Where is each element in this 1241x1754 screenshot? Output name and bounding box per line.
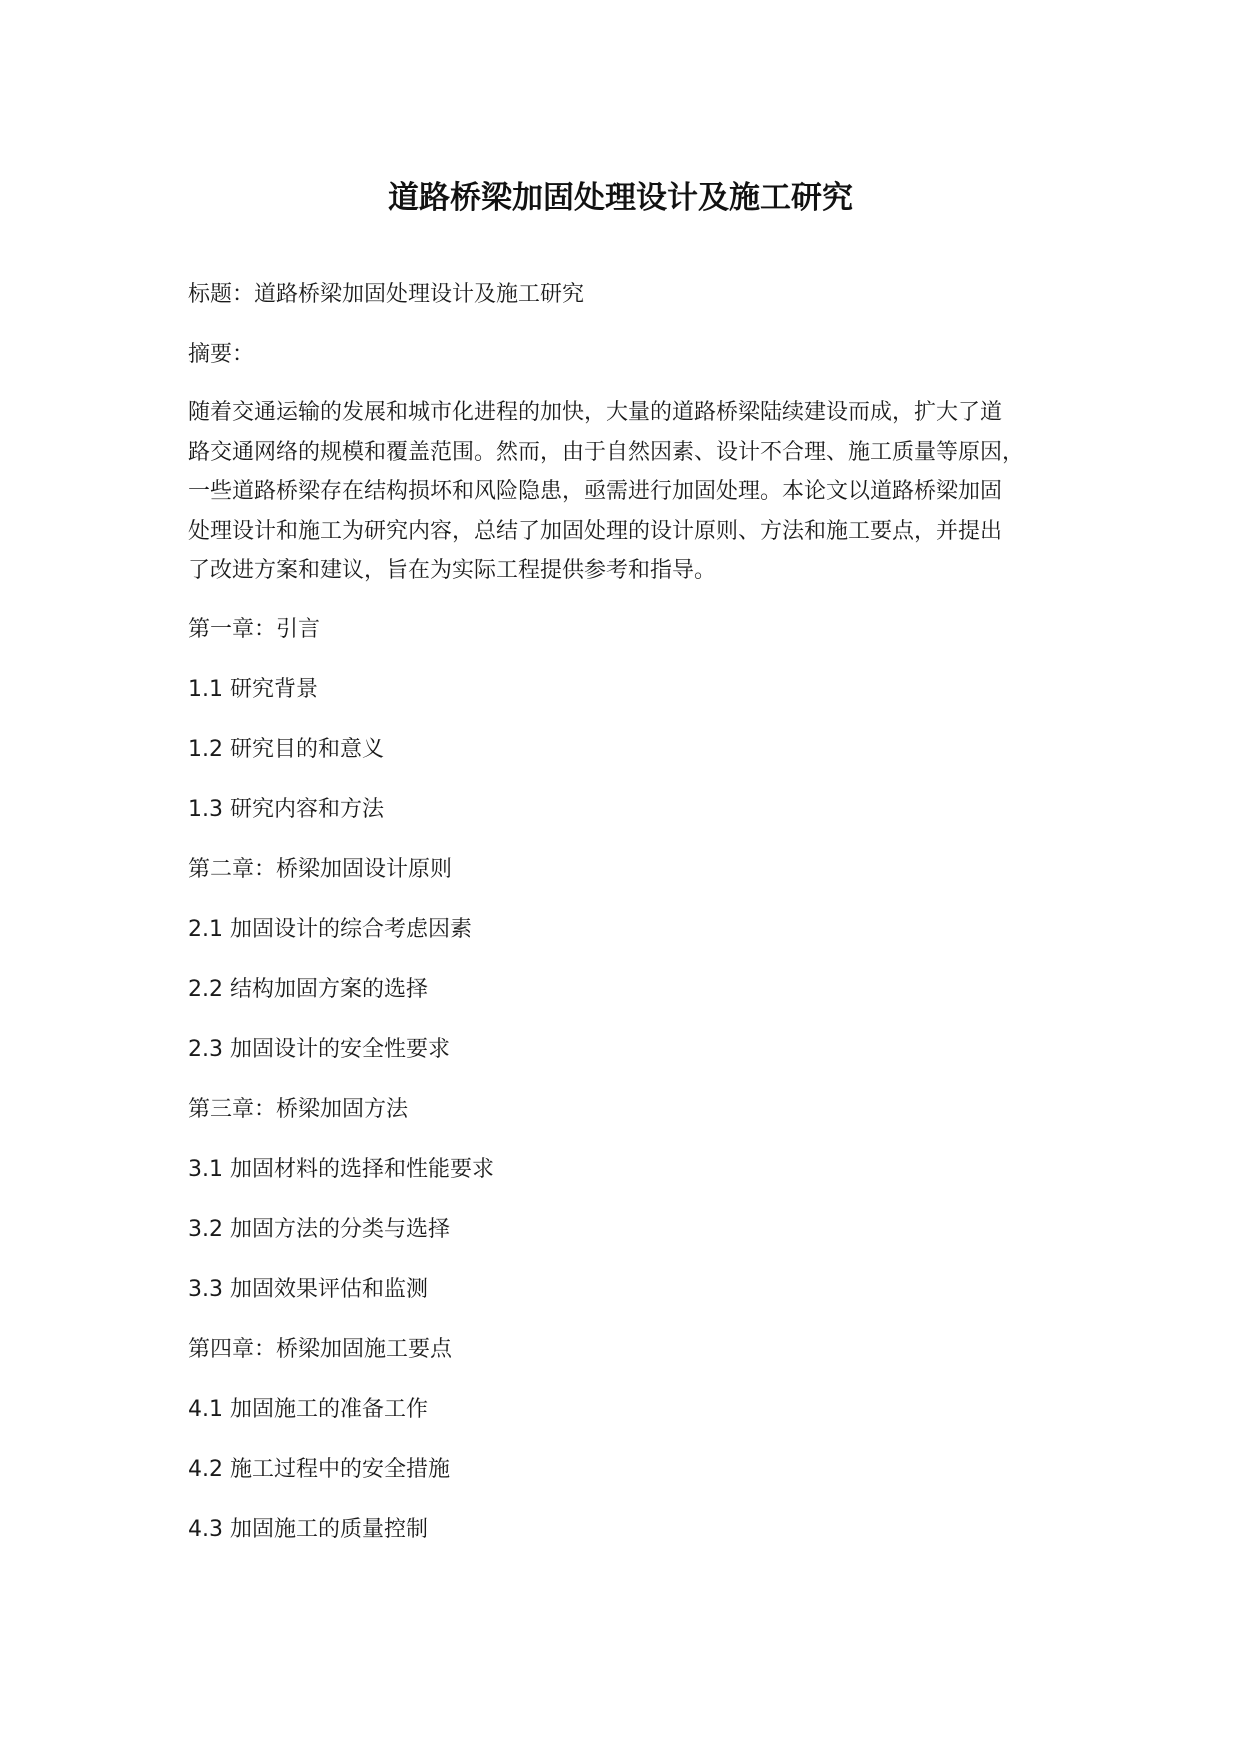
section-item: 3.1 加固材料的选择和性能要求	[188, 1156, 494, 1182]
chapter-heading: 第三章：桥梁加固方法	[188, 1096, 409, 1122]
section-item: 2.2 结构加固方案的选择	[188, 976, 428, 1002]
section-item: 4.1 加固施工的准备工作	[188, 1396, 428, 1422]
document-body	[188, 280, 1078, 1575]
abstract-line: 一些道路桥梁存在结构损坏和风险隐患，亟需进行加固处理。本论文以道路桥梁加固	[188, 479, 1003, 504]
section-item: 2.3 加固设计的安全性要求	[188, 1036, 450, 1062]
abstract-label: 摘要：	[188, 342, 255, 367]
abstract-line: 路交通网络的规模和覆盖范围。然而，由于自然因素、设计不合理、施工质量等原因，	[188, 439, 1025, 465]
outline-list	[188, 615, 1078, 1545]
chapter-heading: 第二章：桥梁加固设计原则	[188, 856, 453, 882]
section-item: 4.2 施工过程中的安全措施	[188, 1456, 450, 1482]
abstract-line: 了改进方案和建议，旨在为实际工程提供参考和指导。	[188, 558, 717, 583]
chapter-heading: 第一章：引言	[188, 616, 321, 642]
abstract-line: 处理设计和施工为研究内容，总结了加固处理的设计原则、方法和施工要点，并提出	[188, 518, 1003, 544]
abstract-line: 随着交通运输的发展和城市化进程的加快，大量的道路桥梁陆续建设而成，扩大了道	[188, 400, 1003, 425]
title-line: 标题：道路桥梁加固处理设计及施工研究	[188, 282, 585, 307]
document-title: 道路桥梁加固处理设计及施工研究	[388, 180, 853, 216]
section-item: 2.1 加固设计的综合考虑因素	[188, 916, 472, 942]
section-item: 3.2 加固方法的分类与选择	[188, 1216, 450, 1242]
section-item: 4.3 加固施工的质量控制	[188, 1516, 428, 1542]
section-item: 1.1 研究背景	[188, 676, 318, 702]
section-item: 1.2 研究目的和意义	[188, 736, 384, 762]
section-item: 1.3 研究内容和方法	[188, 796, 384, 822]
section-item: 3.3 加固效果评估和监测	[188, 1276, 428, 1302]
abstract-paragraph	[188, 393, 1078, 591]
chapter-heading: 第四章：桥梁加固施工要点	[188, 1336, 453, 1362]
